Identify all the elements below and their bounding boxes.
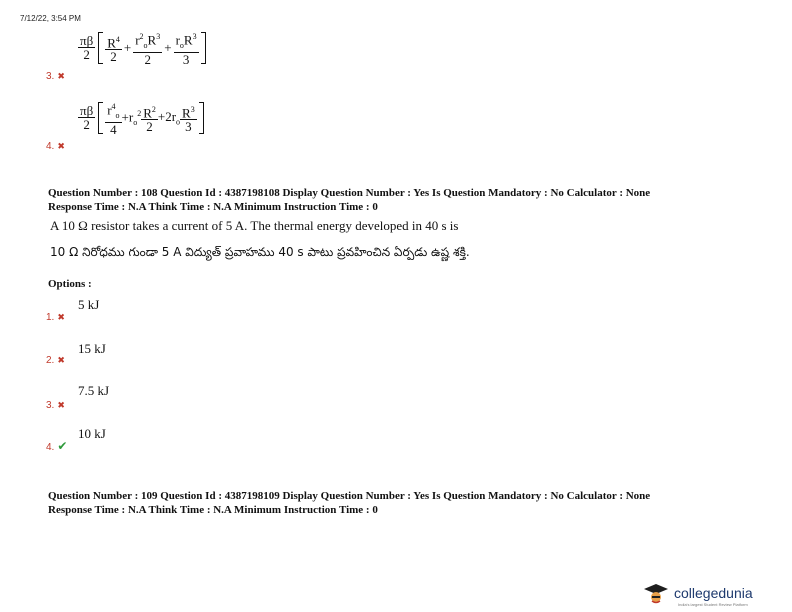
formula-option-3: $\frac{\pi\beta}{2}$ $\frac{R^4}{2}$ + $\frac{r^2_oR^3}{2}$ + $\frac{r_oR^3}{3}$ <box>78 30 206 66</box>
question-109-meta: Question Number : 109 Question Id : 4387198109 Display Question Number : Yes Is Question Mandatory : No Calculator : None Response Time : N.A Think Time : N.A Minimum Instruction Time : 0 <box>48 490 651 516</box>
wrong-icon: ✖ <box>57 72 65 82</box>
wrong-icon: ✖ <box>57 401 65 411</box>
option-2-text: 15 kJ <box>78 341 106 356</box>
wrong-icon: ✖ <box>57 142 65 152</box>
question-108-text-en: A 10 Ω resistor takes a current of 5 A. The thermal energy developed in 40 s is <box>50 218 459 233</box>
wrong-icon: ✖ <box>57 356 65 366</box>
logo-tagline: India's largest Student Review Platform <box>678 602 748 607</box>
option-3-text: 7.5 kJ <box>78 383 110 398</box>
option-4-text: 10 kJ <box>78 426 106 441</box>
option-4-label: 4. ✔ <box>46 439 68 453</box>
prev-option-3-label: 3. ✖ <box>46 71 65 82</box>
collegedunia-logo <box>642 582 790 607</box>
option-2-label: 2. ✖ <box>46 355 65 366</box>
timestamp: 7/12/22, 3:54 PM <box>20 14 81 23</box>
prev-option-4-label: 4. ✖ <box>46 141 65 152</box>
logo-wordmark: collegedunia <box>674 585 753 601</box>
option-3-label: 3. ✖ <box>46 400 65 411</box>
option-1-label: 1. ✖ <box>46 312 65 323</box>
check-icon: ✔ <box>57 439 68 453</box>
options-label: Options : <box>48 278 92 290</box>
option-1-text: 5 kJ <box>78 297 100 312</box>
formula-option-4: $\frac{\pi\beta}{2}$ $\frac{r^4_o}{4}$ $+r_o^2$ $\frac{R^2}{2}$ $+2r_o$ $\frac{R^3}{3}$ <box>78 100 204 136</box>
fraction-prefix: $\frac{\pi\beta}{2}$ <box>80 33 94 63</box>
graduate-cap-icon <box>642 582 670 604</box>
question-108-text-te: 10 Ω నిరోధము గుండా 5 A విద్యుత్ ప్రవాహము 40 s పాటు ప్రవహించిన ఏర్పడు ఉష్ణ శక్తి. <box>50 245 470 259</box>
question-108-meta: Question Number : 108 Question Id : 4387198108 Display Question Number : Yes Is Question Mandatory : No Calculator : None Response Time : N.A Think Time : N.A Minimum Instruction Time : 0 <box>48 187 651 213</box>
wrong-icon: ✖ <box>57 313 65 323</box>
